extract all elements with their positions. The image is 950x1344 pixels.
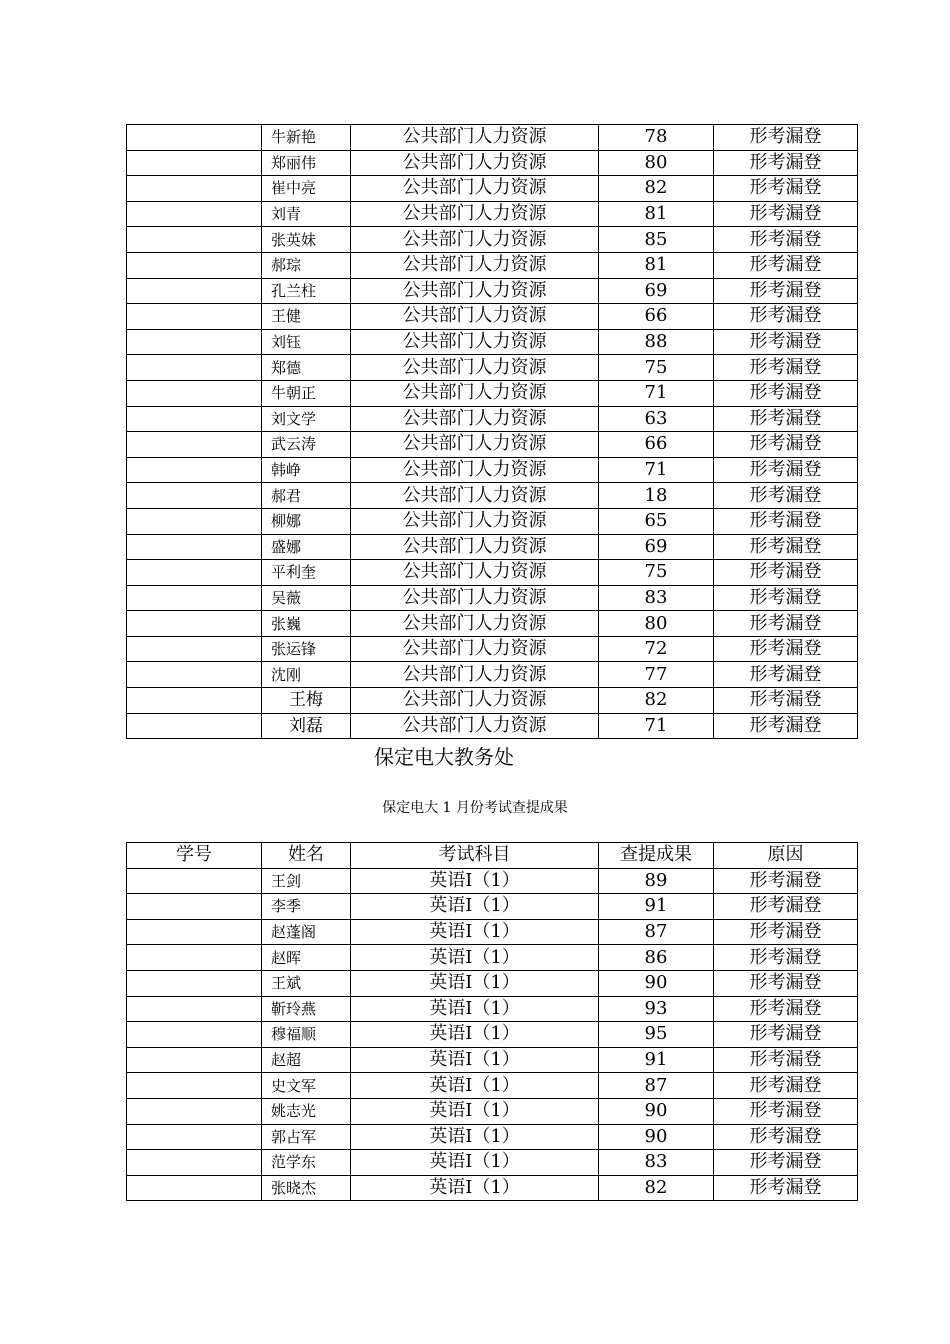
table-row bbox=[127, 278, 858, 304]
score-cell: 91 bbox=[599, 894, 714, 920]
student-id-cell bbox=[127, 457, 262, 483]
reason-cell: 形考漏登 bbox=[714, 970, 858, 996]
student-name-cell: 平利奎 bbox=[262, 560, 351, 586]
student-name-cell: 崔中亮 bbox=[262, 176, 351, 202]
table-row bbox=[127, 1073, 858, 1099]
subject-cell: 公共部门人力资源 bbox=[351, 585, 599, 611]
reason-cell: 形考漏登 bbox=[714, 919, 858, 945]
student-id-cell bbox=[127, 688, 262, 714]
student-id-cell bbox=[127, 252, 262, 278]
reason-cell: 形考漏登 bbox=[714, 227, 858, 253]
score-cell: 66 bbox=[599, 432, 714, 458]
table-row bbox=[127, 534, 858, 560]
table-row bbox=[127, 406, 858, 432]
table-row bbox=[127, 201, 858, 227]
student-name-cell: 沈刚 bbox=[262, 662, 351, 688]
score-cell: 95 bbox=[599, 1022, 714, 1048]
table-row bbox=[127, 1047, 858, 1073]
reason-cell: 形考漏登 bbox=[714, 945, 858, 971]
reason-cell: 形考漏登 bbox=[714, 150, 858, 176]
student-id-cell bbox=[127, 227, 262, 253]
student-id-cell bbox=[127, 894, 262, 920]
table-row bbox=[127, 252, 858, 278]
section-title: 保定电大 1 月份考试查提成果 bbox=[382, 800, 568, 816]
subject-cell: 英语Ⅰ（1） bbox=[351, 1175, 599, 1201]
score-cell: 93 bbox=[599, 996, 714, 1022]
score-cell: 66 bbox=[599, 304, 714, 330]
table-row bbox=[127, 996, 858, 1022]
student-name-cell: 吴薇 bbox=[262, 585, 351, 611]
score-cell: 87 bbox=[599, 919, 714, 945]
subject-cell: 公共部门人力资源 bbox=[351, 483, 599, 509]
score-cell: 69 bbox=[599, 278, 714, 304]
header-name: 姓名 bbox=[262, 843, 351, 869]
reason-cell: 形考漏登 bbox=[714, 636, 858, 662]
table-row bbox=[127, 970, 858, 996]
student-name-cell: 穆福顺 bbox=[262, 1022, 351, 1048]
subject-cell: 公共部门人力资源 bbox=[351, 713, 599, 739]
student-id-cell bbox=[127, 483, 262, 509]
student-id-cell bbox=[127, 201, 262, 227]
student-name-cell: 张晓杰 bbox=[262, 1175, 351, 1201]
score-cell: 88 bbox=[599, 329, 714, 355]
score-cell: 83 bbox=[599, 585, 714, 611]
student-id-cell bbox=[127, 1073, 262, 1099]
subject-cell: 英语Ⅰ（1） bbox=[351, 868, 599, 894]
student-id-cell bbox=[127, 868, 262, 894]
table-row bbox=[127, 432, 858, 458]
student-name-cell: 韩峥 bbox=[262, 457, 351, 483]
student-id-cell bbox=[127, 585, 262, 611]
student-id-cell bbox=[127, 432, 262, 458]
student-name-cell: 郑丽伟 bbox=[262, 150, 351, 176]
reason-cell: 形考漏登 bbox=[714, 1150, 858, 1176]
reason-cell: 形考漏登 bbox=[714, 1047, 858, 1073]
english-results-table bbox=[126, 842, 858, 1201]
reason-cell: 形考漏登 bbox=[714, 483, 858, 509]
table-row bbox=[127, 611, 858, 637]
student-name-cell: 王剑 bbox=[262, 868, 351, 894]
reason-cell: 形考漏登 bbox=[714, 432, 858, 458]
score-cell: 81 bbox=[599, 201, 714, 227]
table-row bbox=[127, 688, 858, 714]
subject-cell: 公共部门人力资源 bbox=[351, 688, 599, 714]
header-score: 查提成果 bbox=[599, 843, 714, 869]
student-id-cell bbox=[127, 304, 262, 330]
student-name-cell: 牛新艳 bbox=[262, 125, 351, 151]
score-cell: 78 bbox=[599, 125, 714, 151]
student-id-cell bbox=[127, 125, 262, 151]
student-name-cell: 王斌 bbox=[262, 970, 351, 996]
score-cell: 86 bbox=[599, 945, 714, 971]
student-id-cell bbox=[127, 1022, 262, 1048]
student-id-cell bbox=[127, 919, 262, 945]
student-id-cell bbox=[127, 1047, 262, 1073]
subject-cell: 英语Ⅰ（1） bbox=[351, 1150, 599, 1176]
table-row bbox=[127, 329, 858, 355]
subject-cell: 公共部门人力资源 bbox=[351, 176, 599, 202]
student-id-cell bbox=[127, 1150, 262, 1176]
reason-cell: 形考漏登 bbox=[714, 457, 858, 483]
reason-cell: 形考漏登 bbox=[714, 329, 858, 355]
table-row bbox=[127, 457, 858, 483]
reason-cell: 形考漏登 bbox=[714, 125, 858, 151]
student-name-cell: 赵超 bbox=[262, 1047, 351, 1073]
subject-cell: 公共部门人力资源 bbox=[351, 508, 599, 534]
subject-cell: 英语Ⅰ（1） bbox=[351, 970, 599, 996]
table-row bbox=[127, 125, 858, 151]
score-cell: 90 bbox=[599, 970, 714, 996]
reason-cell: 形考漏登 bbox=[714, 380, 858, 406]
table-row bbox=[127, 560, 858, 586]
subject-cell: 英语Ⅰ（1） bbox=[351, 1073, 599, 1099]
header-subject: 考试科目 bbox=[351, 843, 599, 869]
student-id-cell bbox=[127, 380, 262, 406]
score-cell: 81 bbox=[599, 252, 714, 278]
reason-cell: 形考漏登 bbox=[714, 560, 858, 586]
student-name-cell: 郝君 bbox=[262, 483, 351, 509]
reason-cell: 形考漏登 bbox=[714, 1098, 858, 1124]
student-id-cell bbox=[127, 560, 262, 586]
student-name-cell: 史文军 bbox=[262, 1073, 351, 1099]
student-id-cell bbox=[127, 406, 262, 432]
score-cell: 90 bbox=[599, 1098, 714, 1124]
table-row bbox=[127, 636, 858, 662]
student-name-cell: 武云涛 bbox=[262, 432, 351, 458]
subject-cell: 公共部门人力资源 bbox=[351, 611, 599, 637]
score-cell: 91 bbox=[599, 1047, 714, 1073]
score-cell: 80 bbox=[599, 611, 714, 637]
score-cell: 18 bbox=[599, 483, 714, 509]
score-cell: 75 bbox=[599, 355, 714, 381]
student-name-cell: 张英妹 bbox=[262, 227, 351, 253]
subject-cell: 公共部门人力资源 bbox=[351, 304, 599, 330]
reason-cell: 形考漏登 bbox=[714, 1124, 858, 1150]
score-cell: 77 bbox=[599, 662, 714, 688]
student-id-cell bbox=[127, 508, 262, 534]
score-cell: 85 bbox=[599, 227, 714, 253]
table-row bbox=[127, 919, 858, 945]
hr-results-table bbox=[126, 124, 858, 739]
subject-cell: 公共部门人力资源 bbox=[351, 329, 599, 355]
student-name-cell: 刘钰 bbox=[262, 329, 351, 355]
header-reason: 原因 bbox=[714, 843, 858, 869]
student-name-cell: 李季 bbox=[262, 894, 351, 920]
score-cell: 82 bbox=[599, 1175, 714, 1201]
student-name-cell: 赵蓬阁 bbox=[262, 919, 351, 945]
table-row bbox=[127, 1175, 858, 1201]
subject-cell: 英语Ⅰ（1） bbox=[351, 894, 599, 920]
student-name-cell: 赵晖 bbox=[262, 945, 351, 971]
student-id-cell bbox=[127, 945, 262, 971]
student-name-cell: 郝琮 bbox=[262, 252, 351, 278]
score-cell: 90 bbox=[599, 1124, 714, 1150]
score-cell: 82 bbox=[599, 688, 714, 714]
subject-cell: 公共部门人力资源 bbox=[351, 457, 599, 483]
reason-cell: 形考漏登 bbox=[714, 1022, 858, 1048]
subject-cell: 英语Ⅰ（1） bbox=[351, 1047, 599, 1073]
score-cell: 63 bbox=[599, 406, 714, 432]
student-name-cell: 郑德 bbox=[262, 355, 351, 381]
reason-cell: 形考漏登 bbox=[714, 201, 858, 227]
subject-cell: 英语Ⅰ（1） bbox=[351, 1124, 599, 1150]
table-row bbox=[127, 868, 858, 894]
hr-results-table-body bbox=[127, 125, 858, 739]
score-cell: 65 bbox=[599, 508, 714, 534]
subject-cell: 公共部门人力资源 bbox=[351, 534, 599, 560]
subject-cell: 英语Ⅰ（1） bbox=[351, 1022, 599, 1048]
student-id-cell bbox=[127, 611, 262, 637]
reason-cell: 形考漏登 bbox=[714, 611, 858, 637]
table-row bbox=[127, 176, 858, 202]
reason-cell: 形考漏登 bbox=[714, 1073, 858, 1099]
subject-cell: 公共部门人力资源 bbox=[351, 150, 599, 176]
reason-cell: 形考漏登 bbox=[714, 1175, 858, 1201]
header-student-id: 学号 bbox=[127, 843, 262, 869]
score-cell: 71 bbox=[599, 380, 714, 406]
reason-cell: 形考漏登 bbox=[714, 252, 858, 278]
student-name-cell: 郭占军 bbox=[262, 1124, 351, 1150]
student-name-cell: 范学东 bbox=[262, 1150, 351, 1176]
student-name-cell: 刘青 bbox=[262, 201, 351, 227]
table-row bbox=[127, 1124, 858, 1150]
student-id-cell bbox=[127, 355, 262, 381]
subject-cell: 公共部门人力资源 bbox=[351, 252, 599, 278]
office-signature: 保定电大教务处 bbox=[374, 745, 514, 769]
score-cell: 69 bbox=[599, 534, 714, 560]
student-name-cell: 张巍 bbox=[262, 611, 351, 637]
student-id-cell bbox=[127, 996, 262, 1022]
score-cell: 72 bbox=[599, 636, 714, 662]
student-id-cell bbox=[127, 534, 262, 560]
table-row bbox=[127, 894, 858, 920]
reason-cell: 形考漏登 bbox=[714, 996, 858, 1022]
student-id-cell bbox=[127, 662, 262, 688]
table-row bbox=[127, 508, 858, 534]
score-cell: 89 bbox=[599, 868, 714, 894]
reason-cell: 形考漏登 bbox=[714, 713, 858, 739]
subject-cell: 公共部门人力资源 bbox=[351, 560, 599, 586]
score-cell: 75 bbox=[599, 560, 714, 586]
score-cell: 82 bbox=[599, 176, 714, 202]
student-name-cell: 姚志光 bbox=[262, 1098, 351, 1124]
student-id-cell bbox=[127, 329, 262, 355]
reason-cell: 形考漏登 bbox=[714, 406, 858, 432]
table-row bbox=[127, 662, 858, 688]
student-id-cell bbox=[127, 1098, 262, 1124]
score-cell: 71 bbox=[599, 713, 714, 739]
table-header-row bbox=[127, 843, 858, 869]
subject-cell: 公共部门人力资源 bbox=[351, 636, 599, 662]
student-id-cell bbox=[127, 176, 262, 202]
student-id-cell bbox=[127, 278, 262, 304]
subject-cell: 英语Ⅰ（1） bbox=[351, 996, 599, 1022]
subject-cell: 公共部门人力资源 bbox=[351, 406, 599, 432]
subject-cell: 公共部门人力资源 bbox=[351, 201, 599, 227]
table-row bbox=[127, 1098, 858, 1124]
student-name-cell: 柳娜 bbox=[262, 508, 351, 534]
table-row bbox=[127, 380, 858, 406]
reason-cell: 形考漏登 bbox=[714, 508, 858, 534]
student-name-cell: 王健 bbox=[262, 304, 351, 330]
subject-cell: 公共部门人力资源 bbox=[351, 125, 599, 151]
table-row bbox=[127, 945, 858, 971]
student-id-cell bbox=[127, 713, 262, 739]
student-name-cell: 孔兰柱 bbox=[262, 278, 351, 304]
table-row bbox=[127, 1022, 858, 1048]
student-name-cell: 盛娜 bbox=[262, 534, 351, 560]
table-row bbox=[127, 1150, 858, 1176]
table-row bbox=[127, 227, 858, 253]
table-row bbox=[127, 304, 858, 330]
score-cell: 71 bbox=[599, 457, 714, 483]
reason-cell: 形考漏登 bbox=[714, 304, 858, 330]
score-cell: 87 bbox=[599, 1073, 714, 1099]
reason-cell: 形考漏登 bbox=[714, 868, 858, 894]
student-name-cell: 刘文学 bbox=[262, 406, 351, 432]
student-name-cell: 王梅 bbox=[262, 688, 351, 714]
student-id-cell bbox=[127, 150, 262, 176]
student-id-cell bbox=[127, 1124, 262, 1150]
reason-cell: 形考漏登 bbox=[714, 534, 858, 560]
reason-cell: 形考漏登 bbox=[714, 355, 858, 381]
subject-cell: 公共部门人力资源 bbox=[351, 355, 599, 381]
table-row bbox=[127, 713, 858, 739]
subject-cell: 英语Ⅰ（1） bbox=[351, 1098, 599, 1124]
score-cell: 83 bbox=[599, 1150, 714, 1176]
score-cell: 80 bbox=[599, 150, 714, 176]
subject-cell: 公共部门人力资源 bbox=[351, 380, 599, 406]
subject-cell: 英语Ⅰ（1） bbox=[351, 919, 599, 945]
table-row bbox=[127, 150, 858, 176]
reason-cell: 形考漏登 bbox=[714, 894, 858, 920]
reason-cell: 形考漏登 bbox=[714, 662, 858, 688]
student-id-cell bbox=[127, 636, 262, 662]
reason-cell: 形考漏登 bbox=[714, 585, 858, 611]
subject-cell: 英语Ⅰ（1） bbox=[351, 945, 599, 971]
student-name-cell: 刘磊 bbox=[262, 713, 351, 739]
student-name-cell: 张运锋 bbox=[262, 636, 351, 662]
reason-cell: 形考漏登 bbox=[714, 278, 858, 304]
table-row bbox=[127, 585, 858, 611]
table-row bbox=[127, 483, 858, 509]
subject-cell: 公共部门人力资源 bbox=[351, 227, 599, 253]
reason-cell: 形考漏登 bbox=[714, 176, 858, 202]
reason-cell: 形考漏登 bbox=[714, 688, 858, 714]
english-results-table-body bbox=[127, 843, 858, 1201]
student-id-cell bbox=[127, 1175, 262, 1201]
subject-cell: 公共部门人力资源 bbox=[351, 662, 599, 688]
subject-cell: 公共部门人力资源 bbox=[351, 432, 599, 458]
student-id-cell bbox=[127, 970, 262, 996]
subject-cell: 公共部门人力资源 bbox=[351, 278, 599, 304]
student-name-cell: 靳玲燕 bbox=[262, 996, 351, 1022]
student-name-cell: 牛朝正 bbox=[262, 380, 351, 406]
table-row bbox=[127, 355, 858, 381]
